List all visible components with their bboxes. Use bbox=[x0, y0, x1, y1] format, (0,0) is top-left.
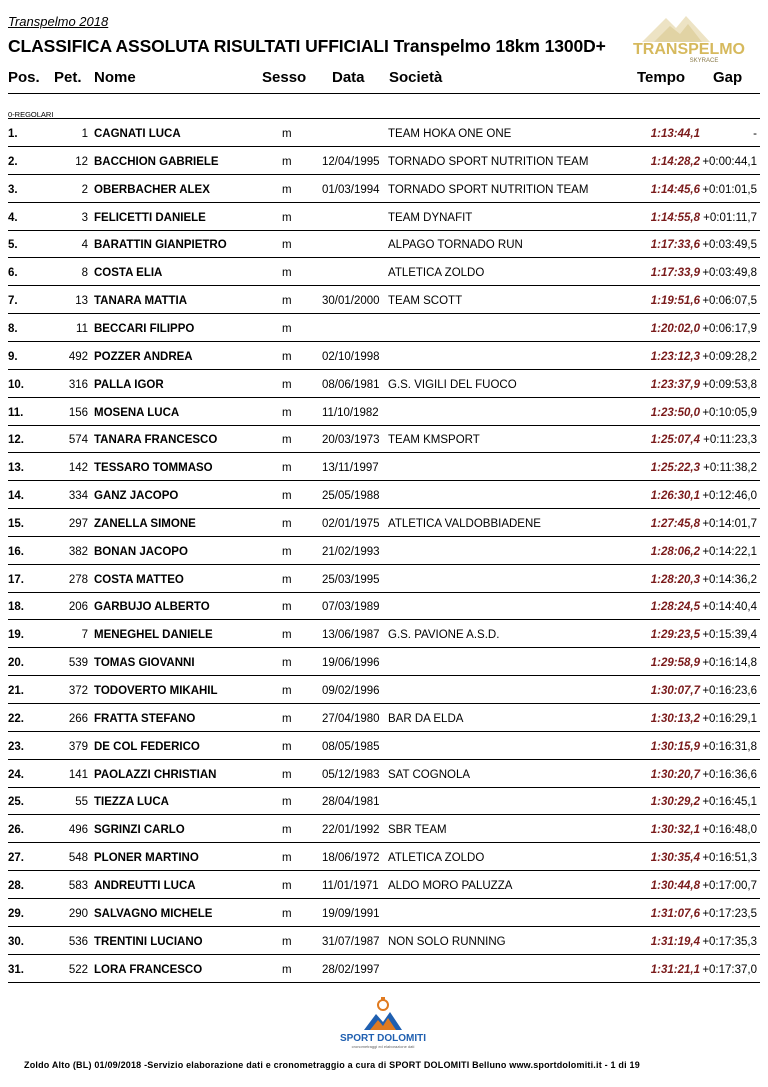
time-cell: 1:30:32,1 bbox=[650, 824, 700, 837]
gap-cell: +0:16:48,0 bbox=[702, 824, 757, 837]
col-tempo: Tempo bbox=[637, 69, 686, 86]
name-cell: GARBUJO ALBERTO bbox=[94, 601, 210, 614]
pos-cell: 25. bbox=[8, 796, 24, 809]
name-cell: PALLA IGOR bbox=[94, 378, 164, 391]
table-row bbox=[8, 509, 760, 537]
time-cell: 1:26:30,1 bbox=[650, 490, 700, 503]
birthdate-cell: 08/06/1981 bbox=[322, 378, 380, 391]
table-row bbox=[8, 592, 760, 620]
table-row bbox=[8, 899, 760, 927]
pos-cell: 30. bbox=[8, 935, 24, 948]
pos-cell: 12. bbox=[8, 434, 24, 447]
time-cell: 1:30:07,7 bbox=[650, 685, 700, 697]
bib-cell: 536 bbox=[68, 935, 88, 948]
birthdate-cell: 13/06/1987 bbox=[322, 629, 380, 642]
gap-cell: +0:11:23,3 bbox=[703, 434, 757, 447]
birthdate-cell: 31/07/1987 bbox=[322, 935, 380, 948]
gap-cell: +0:16:51,3 bbox=[702, 852, 757, 865]
gap-cell: +0:03:49,5 bbox=[702, 239, 757, 252]
table-row bbox=[8, 147, 760, 175]
time-cell: 1:23:50,0 bbox=[650, 406, 700, 419]
time-cell: 1:27:45,8 bbox=[650, 517, 700, 530]
time-cell: 1:30:20,7 bbox=[650, 768, 700, 781]
birthdate-cell: 22/01/1992 bbox=[322, 824, 380, 837]
name-cell: CAGNATI LUCA bbox=[94, 128, 181, 140]
gap-cell: +0:16:31,8 bbox=[702, 740, 757, 753]
gap-cell: +0:16:14,8 bbox=[702, 657, 757, 670]
sex-cell: m bbox=[282, 350, 292, 363]
time-cell: 1:20:02,0 bbox=[650, 322, 700, 335]
pos-cell: 14. bbox=[8, 490, 24, 503]
club-cell: G.S. VIGILI DEL FUOCO bbox=[388, 378, 517, 391]
gap-cell: +0:16:45,1 bbox=[702, 796, 757, 809]
gap-cell: +0:06:07,5 bbox=[702, 295, 757, 308]
gap-cell: +0:14:36,2 bbox=[702, 573, 757, 586]
bib-cell: 334 bbox=[68, 490, 88, 503]
bib-cell: 539 bbox=[68, 657, 88, 670]
time-cell: 1:28:24,5 bbox=[650, 601, 700, 614]
pos-cell: 13. bbox=[8, 462, 24, 475]
birthdate-cell: 05/12/1983 bbox=[322, 768, 380, 781]
name-cell: TESSARO TOMMASO bbox=[94, 462, 213, 475]
gap-cell: +0:09:53,8 bbox=[702, 378, 757, 391]
col-nome: Nome bbox=[94, 69, 136, 86]
sex-cell: m bbox=[282, 155, 292, 168]
bib-cell: 290 bbox=[68, 907, 88, 920]
club-cell: ATLETICA ZOLDO bbox=[388, 852, 485, 865]
table-row bbox=[8, 620, 760, 648]
table-row bbox=[8, 203, 760, 231]
time-cell: 1:14:45,6 bbox=[650, 183, 700, 196]
time-cell: 1:30:13,2 bbox=[650, 712, 700, 725]
pos-cell: 26. bbox=[8, 824, 24, 837]
time-cell: 1:31:07,6 bbox=[650, 907, 700, 920]
birthdate-cell: 20/03/1973 bbox=[322, 434, 380, 447]
category-label: 0-REGOLARI bbox=[8, 110, 54, 119]
name-cell: DE COL FEDERICO bbox=[94, 740, 200, 753]
table-row bbox=[8, 565, 760, 593]
sex-cell: m bbox=[282, 852, 292, 865]
table-row bbox=[8, 481, 760, 509]
birthdate-cell: 25/05/1988 bbox=[322, 490, 380, 503]
table-row bbox=[8, 648, 760, 676]
pos-cell: 22. bbox=[8, 712, 24, 725]
sport-dolomiti-logo bbox=[318, 996, 448, 1050]
birthdate-cell: 19/09/1991 bbox=[322, 907, 380, 920]
table-row bbox=[8, 732, 760, 760]
time-cell: 1:17:33,6 bbox=[650, 239, 700, 252]
col-pos: Pos. bbox=[8, 69, 40, 86]
pos-cell: 9. bbox=[8, 350, 18, 363]
gap-cell: +0:17:37,0 bbox=[702, 963, 757, 976]
sex-cell: m bbox=[282, 239, 292, 252]
bib-cell: 382 bbox=[68, 545, 88, 558]
bib-cell: 1 bbox=[81, 128, 88, 140]
table-row bbox=[8, 425, 760, 453]
pos-cell: 10. bbox=[8, 378, 24, 391]
club-cell: SAT COGNOLA bbox=[388, 768, 471, 781]
name-cell: PAOLAZZI CHRISTIAN bbox=[94, 768, 217, 781]
time-cell: 1:28:20,3 bbox=[650, 573, 700, 586]
time-cell: 1:23:37,9 bbox=[650, 378, 700, 391]
club-cell: ATLETICA VALDOBBIADENE bbox=[388, 517, 541, 530]
sex-cell: m bbox=[282, 796, 292, 809]
name-cell: TIEZZA LUCA bbox=[94, 796, 169, 809]
gap-cell: +0:16:23,6 bbox=[702, 685, 757, 697]
table-row bbox=[8, 815, 760, 843]
table-row bbox=[8, 537, 760, 565]
sex-cell: m bbox=[282, 712, 292, 725]
sex-cell: m bbox=[282, 768, 292, 781]
name-cell: BONAN JACOPO bbox=[94, 545, 188, 558]
table-row bbox=[8, 286, 760, 314]
name-cell: OBERBACHER ALEX bbox=[94, 183, 210, 196]
club-cell: TEAM DYNAFIT bbox=[388, 211, 473, 224]
sex-cell: m bbox=[282, 740, 292, 753]
pos-cell: 5. bbox=[8, 239, 18, 252]
name-cell: BECCARI FILIPPO bbox=[94, 322, 195, 335]
bib-cell: 13 bbox=[75, 295, 88, 308]
pos-cell: 28. bbox=[8, 879, 24, 892]
birthdate-cell: 08/05/1985 bbox=[322, 740, 380, 753]
pos-cell: 18. bbox=[8, 601, 24, 614]
time-cell: 1:30:15,9 bbox=[650, 740, 700, 753]
name-cell: PLONER MARTINO bbox=[94, 852, 199, 865]
bib-cell: 492 bbox=[68, 350, 88, 363]
time-cell: 1:14:28,2 bbox=[650, 155, 700, 168]
bib-cell: 3 bbox=[81, 211, 88, 224]
time-cell: 1:13:44,1 bbox=[650, 128, 700, 140]
table-row bbox=[8, 760, 760, 788]
bib-cell: 266 bbox=[68, 712, 88, 725]
time-cell: 1:28:06,2 bbox=[650, 545, 700, 558]
time-cell: 1:30:35,4 bbox=[650, 852, 700, 865]
time-cell: 1:30:29,2 bbox=[650, 796, 700, 809]
page-footer: Zoldo Alto (BL) 01/09/2018 -Servizio elaborazione dati e cronometraggio a cura di SPORT DOLOMITI Belluno www.sportdolomiti.it - 1 di 19 bbox=[24, 1060, 640, 1070]
table-row bbox=[8, 230, 760, 258]
sex-cell: m bbox=[282, 517, 292, 530]
gap-cell: +0:17:23,5 bbox=[702, 907, 757, 920]
sex-cell: m bbox=[282, 211, 292, 224]
gap-cell: +0:15:39,4 bbox=[702, 629, 757, 642]
pos-cell: 16. bbox=[8, 545, 24, 558]
table-row bbox=[8, 370, 760, 398]
bib-cell: 12 bbox=[75, 155, 88, 168]
name-cell: MOSENA LUCA bbox=[94, 406, 180, 419]
birthdate-cell: 30/01/2000 bbox=[322, 295, 380, 308]
bib-cell: 11 bbox=[76, 322, 88, 335]
bib-cell: 496 bbox=[68, 824, 88, 837]
time-cell: 1:30:44,8 bbox=[650, 879, 700, 892]
time-cell: 1:19:51,6 bbox=[650, 295, 700, 308]
bib-cell: 522 bbox=[68, 963, 88, 976]
birthdate-cell: 02/01/1975 bbox=[322, 517, 380, 530]
club-cell: TEAM SCOTT bbox=[388, 295, 463, 308]
bib-cell: 55 bbox=[75, 796, 88, 809]
club-cell: ALDO MORO PALUZZA bbox=[388, 879, 513, 892]
table-row bbox=[8, 258, 760, 286]
bib-cell: 297 bbox=[68, 517, 88, 530]
bib-cell: 2 bbox=[81, 183, 88, 196]
pos-cell: 17. bbox=[8, 573, 24, 586]
sex-cell: m bbox=[282, 657, 292, 670]
birthdate-cell: 28/02/1997 bbox=[322, 963, 380, 976]
birthdate-cell: 21/02/1993 bbox=[322, 545, 380, 558]
bib-cell: 583 bbox=[68, 879, 88, 892]
club-cell: G.S. PAVIONE A.S.D. bbox=[388, 629, 500, 642]
birthdate-cell: 09/02/1996 bbox=[322, 685, 380, 697]
header-rule bbox=[8, 93, 760, 94]
table-row bbox=[8, 843, 760, 871]
club-cell: ALPAGO TORNADO RUN bbox=[388, 239, 523, 252]
birthdate-cell: 28/04/1981 bbox=[322, 796, 380, 809]
name-cell: TANARA FRANCESCO bbox=[94, 434, 218, 447]
footer-logo-name: SPORT DOLOMITI bbox=[339, 1033, 427, 1044]
col-data: Data bbox=[332, 69, 365, 86]
logo-text: TRANSPELMO bbox=[633, 41, 745, 58]
name-cell: SGRINZI CARLO bbox=[94, 824, 185, 837]
bib-cell: 316 bbox=[68, 378, 88, 391]
birthdate-cell: 07/03/1989 bbox=[322, 601, 380, 614]
pos-cell: 1. bbox=[8, 128, 18, 140]
club-cell: TORNADO SPORT NUTRITION TEAM bbox=[388, 183, 589, 196]
time-cell: 1:29:23,5 bbox=[650, 629, 700, 642]
sex-cell: m bbox=[282, 434, 292, 447]
club-cell: ATLETICA ZOLDO bbox=[388, 267, 485, 280]
gap-cell: +0:14:01,7 bbox=[702, 517, 757, 530]
sex-cell: m bbox=[282, 406, 292, 419]
club-cell: BAR DA ELDA bbox=[388, 712, 464, 725]
name-cell: TOMAS GIOVANNI bbox=[94, 657, 195, 670]
gap-cell: - bbox=[753, 128, 757, 140]
name-cell: BARATTIN GIANPIETRO bbox=[94, 239, 227, 252]
footer-logo-tagline: cronometraggi ed elaborazione dati bbox=[351, 1044, 415, 1049]
table-row bbox=[8, 871, 760, 899]
bib-cell: 142 bbox=[68, 462, 88, 475]
name-cell: GANZ JACOPO bbox=[94, 490, 179, 503]
table-row bbox=[8, 119, 760, 147]
birthdate-cell: 13/11/1997 bbox=[322, 462, 379, 475]
pos-cell: 29. bbox=[8, 907, 24, 920]
time-cell: 1:25:22,3 bbox=[650, 462, 700, 475]
birthdate-cell: 11/10/1982 bbox=[322, 406, 379, 419]
pos-cell: 23. bbox=[8, 740, 24, 753]
birthdate-cell: 12/04/1995 bbox=[322, 155, 380, 168]
name-cell: FRATTA STEFANO bbox=[94, 712, 196, 725]
time-cell: 1:14:55,8 bbox=[650, 211, 700, 224]
sex-cell: m bbox=[282, 601, 292, 614]
table-row bbox=[8, 676, 760, 704]
bib-cell: 574 bbox=[68, 434, 88, 447]
sex-cell: m bbox=[282, 629, 292, 642]
pos-cell: 20. bbox=[8, 657, 24, 670]
gap-cell: +0:17:35,3 bbox=[702, 935, 757, 948]
col-gap: Gap bbox=[713, 69, 743, 86]
pos-cell: 8. bbox=[8, 322, 18, 335]
bib-cell: 8 bbox=[81, 267, 88, 280]
pos-cell: 31. bbox=[8, 963, 24, 976]
col-sesso: Sesso bbox=[262, 69, 307, 86]
page-title: CLASSIFICA ASSOLUTA RISULTATI UFFICIALI Transpelmo 18km 1300D+ bbox=[8, 36, 606, 56]
table-row bbox=[8, 398, 760, 426]
sex-cell: m bbox=[282, 128, 292, 140]
pos-cell: 6. bbox=[8, 267, 18, 280]
club-cell: TORNADO SPORT NUTRITION TEAM bbox=[388, 155, 589, 168]
name-cell: FELICETTI DANIELE bbox=[94, 211, 206, 224]
sex-cell: m bbox=[282, 378, 292, 391]
pos-cell: 3. bbox=[8, 183, 18, 196]
birthdate-cell: 02/10/1998 bbox=[322, 350, 380, 363]
gap-cell: +0:09:28,2 bbox=[702, 350, 757, 363]
sex-cell: m bbox=[282, 879, 292, 892]
time-cell: 1:23:12,3 bbox=[650, 350, 700, 363]
name-cell: ANDREUTTI LUCA bbox=[94, 879, 196, 892]
pos-cell: 15. bbox=[8, 517, 24, 530]
birthdate-cell: 25/03/1995 bbox=[322, 573, 380, 586]
club-cell: SBR TEAM bbox=[388, 824, 447, 837]
birthdate-cell: 18/06/1972 bbox=[322, 852, 380, 865]
pos-cell: 21. bbox=[8, 685, 24, 697]
time-cell: 1:25:07,4 bbox=[650, 434, 700, 447]
name-cell: ZANELLA SIMONE bbox=[94, 517, 196, 530]
name-cell: MENEGHEL DANIELE bbox=[94, 629, 213, 642]
gap-cell: +0:14:22,1 bbox=[702, 545, 757, 558]
name-cell: SALVAGNO MICHELE bbox=[94, 907, 213, 920]
gap-cell: +0:06:17,9 bbox=[702, 322, 757, 335]
col-pet: Pet. bbox=[54, 69, 82, 86]
pos-cell: 27. bbox=[8, 852, 24, 865]
pos-cell: 24. bbox=[8, 768, 24, 781]
club-cell: TEAM KMSPORT bbox=[388, 434, 480, 447]
sex-cell: m bbox=[282, 295, 292, 308]
gap-cell: +0:11:38,2 bbox=[703, 462, 757, 475]
pos-cell: 7. bbox=[8, 295, 18, 308]
table-row bbox=[8, 704, 760, 732]
name-cell: TRENTINI LUCIANO bbox=[94, 935, 203, 948]
bib-cell: 206 bbox=[68, 601, 88, 614]
gap-cell: +0:01:11,7 bbox=[703, 211, 757, 224]
birthdate-cell: 27/04/1980 bbox=[322, 712, 380, 725]
table-row bbox=[8, 342, 760, 370]
table-row bbox=[8, 314, 760, 342]
gap-cell: +0:12:46,0 bbox=[702, 490, 757, 503]
sex-cell: m bbox=[282, 183, 292, 196]
sex-cell: m bbox=[282, 824, 292, 837]
bib-cell: 379 bbox=[68, 740, 88, 753]
bib-cell: 372 bbox=[68, 685, 88, 697]
club-cell: NON SOLO RUNNING bbox=[388, 935, 506, 948]
name-cell: TANARA MATTIA bbox=[94, 295, 188, 308]
table-row bbox=[8, 927, 760, 955]
sex-cell: m bbox=[282, 963, 292, 976]
bib-cell: 278 bbox=[68, 573, 88, 586]
time-cell: 1:17:33,9 bbox=[650, 267, 700, 280]
bib-cell: 156 bbox=[68, 406, 88, 419]
table-row bbox=[8, 175, 760, 203]
bib-cell: 4 bbox=[81, 239, 88, 252]
gap-cell: +0:00:44,1 bbox=[702, 155, 757, 168]
gap-cell: +0:16:29,1 bbox=[702, 712, 757, 725]
table-row bbox=[8, 955, 760, 983]
stopwatch-icon bbox=[378, 1000, 388, 1010]
club-cell: TEAM HOKA ONE ONE bbox=[388, 128, 512, 140]
name-cell: BACCHION GABRIELE bbox=[94, 155, 219, 168]
transpelmo-logo bbox=[614, 12, 764, 64]
sex-cell: m bbox=[282, 545, 292, 558]
gap-cell: +0:10:05,9 bbox=[702, 406, 757, 419]
bib-cell: 7 bbox=[81, 629, 88, 642]
name-cell: TODOVERTO MIKAHIL bbox=[94, 685, 218, 697]
birthdate-cell: 19/06/1996 bbox=[322, 657, 380, 670]
event-title: Transpelmo 2018 bbox=[8, 14, 109, 29]
gap-cell: +0:03:49,8 bbox=[702, 267, 757, 280]
gap-cell: +0:01:01,5 bbox=[702, 183, 757, 196]
pos-cell: 11. bbox=[8, 406, 24, 419]
col-societa: Società bbox=[389, 69, 443, 86]
time-cell: 1:29:58,9 bbox=[650, 657, 700, 670]
sex-cell: m bbox=[282, 462, 292, 475]
sex-cell: m bbox=[282, 322, 292, 335]
sex-cell: m bbox=[282, 685, 292, 697]
birthdate-cell: 11/01/1971 bbox=[322, 879, 379, 892]
name-cell: COSTA ELIA bbox=[94, 267, 163, 280]
gap-cell: +0:16:36,6 bbox=[702, 768, 757, 781]
pos-cell: 2. bbox=[8, 155, 18, 168]
bib-cell: 548 bbox=[68, 852, 88, 865]
sex-cell: m bbox=[282, 573, 292, 586]
sex-cell: m bbox=[282, 267, 292, 280]
time-cell: 1:31:19,4 bbox=[650, 935, 700, 948]
sex-cell: m bbox=[282, 907, 292, 920]
sex-cell: m bbox=[282, 490, 292, 503]
pos-cell: 4. bbox=[8, 211, 18, 224]
logo-subtext: SKYRACE bbox=[689, 58, 719, 64]
table-row bbox=[8, 453, 760, 481]
bib-cell: 141 bbox=[68, 768, 88, 781]
gap-cell: +0:14:40,4 bbox=[702, 601, 757, 614]
name-cell: COSTA MATTEO bbox=[94, 573, 184, 586]
birthdate-cell: 01/03/1994 bbox=[322, 183, 380, 196]
table-row bbox=[8, 787, 760, 815]
name-cell: LORA FRANCESCO bbox=[94, 963, 203, 976]
pos-cell: 19. bbox=[8, 629, 24, 642]
name-cell: POZZER ANDREA bbox=[94, 350, 193, 363]
time-cell: 1:31:21,1 bbox=[650, 963, 700, 976]
gap-cell: +0:17:00,7 bbox=[702, 879, 757, 892]
sex-cell: m bbox=[282, 935, 292, 948]
